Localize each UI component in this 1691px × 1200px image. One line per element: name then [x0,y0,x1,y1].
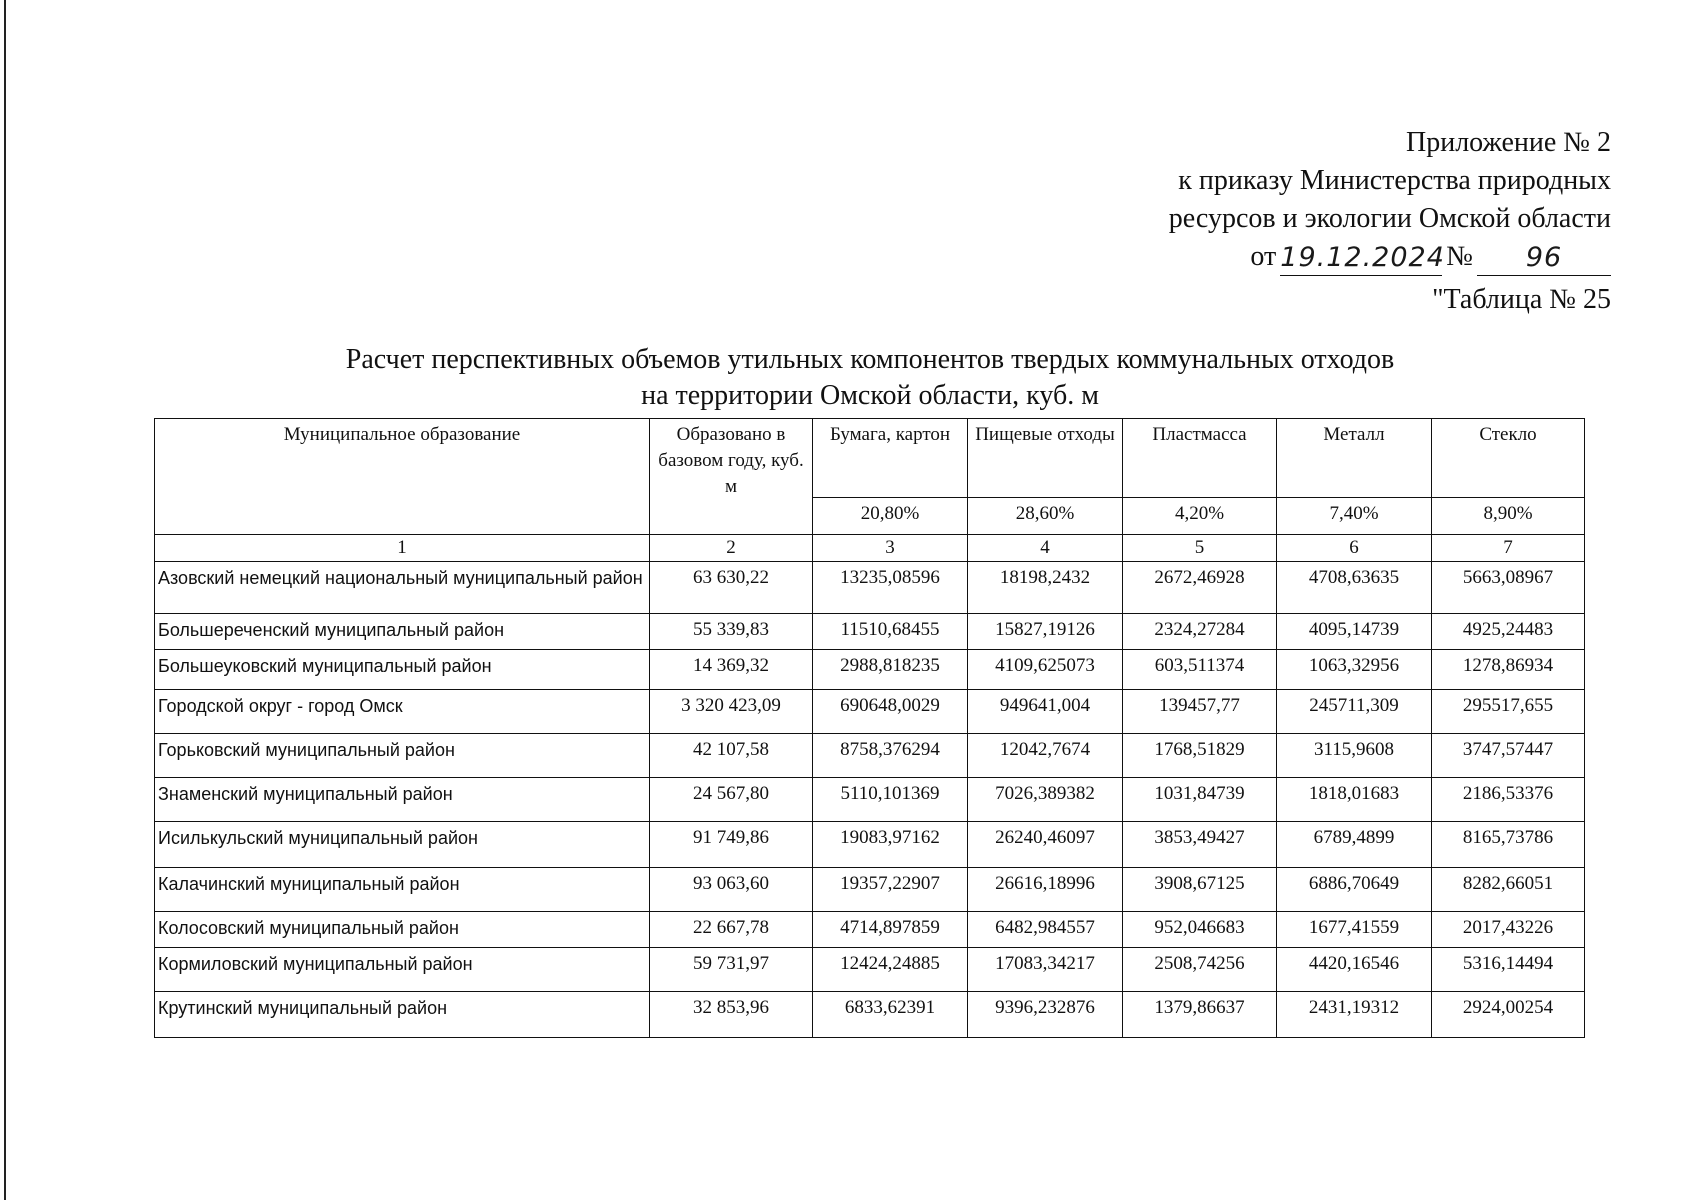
table-row [155,868,1585,912]
title-line-2: на территории Омской области, куб. м [641,380,1099,411]
scan-edge-line [4,0,6,1200]
table-row [155,734,1585,778]
date-prefix: от [1250,241,1277,272]
value-cell: 8282,66051 [1432,868,1585,912]
value-cell: 245711,309 [1277,690,1432,734]
order-number-handwritten: 96 [1477,241,1611,276]
municipality-cell: Калачинский муниципальный район [155,868,650,912]
value-cell: 17083,34217 [968,948,1123,992]
value-cell: 1818,01683 [1277,778,1432,822]
value-cell: 1031,84739 [1123,778,1277,822]
pct-metal: 7,40% [1277,498,1432,535]
value-cell: 8165,73786 [1432,822,1585,868]
header-plastic: Пластмасса [1123,419,1277,498]
table-label: "Таблица № 25 [1432,284,1611,315]
value-cell: 1768,51829 [1123,734,1277,778]
value-cell: 3 320 423,09 [650,690,813,734]
value-cell: 2431,19312 [1277,992,1432,1038]
value-cell: 4925,24483 [1432,614,1585,650]
appendix-header [1011,124,1611,276]
value-cell: 91 749,86 [650,822,813,868]
table-header-row [155,419,1585,498]
column-number-row [155,535,1585,562]
pct-paper: 20,80% [813,498,968,535]
table-body [155,562,1585,1038]
pct-food: 28,60% [968,498,1123,535]
table-row [155,992,1585,1038]
municipality-cell: Исилькульский муниципальный район [155,822,650,868]
value-cell: 949641,004 [968,690,1123,734]
table-row [155,614,1585,650]
col-number: 2 [650,535,813,562]
value-cell: 13235,08596 [813,562,968,614]
value-cell: 139457,77 [1123,690,1277,734]
value-cell: 14 369,32 [650,650,813,690]
document-title [290,342,1450,414]
value-cell: 8758,376294 [813,734,968,778]
municipality-cell: Кормиловский муниципальный район [155,948,650,992]
value-cell: 1379,86637 [1123,992,1277,1038]
value-cell: 19357,22907 [813,868,968,912]
pct-plastic: 4,20% [1123,498,1277,535]
value-cell: 4095,14739 [1277,614,1432,650]
header-food: Пищевые отходы [968,419,1123,498]
waste-components-table [154,418,1585,1038]
appendix-line-2: к приказу Министерства природных [1178,165,1611,196]
header-paper: Бумага, картон [813,419,968,498]
value-cell: 12042,7674 [968,734,1123,778]
value-cell: 18198,2432 [968,562,1123,614]
table-row [155,562,1585,614]
table-row [155,690,1585,734]
municipality-cell: Колосовский муниципальный район [155,912,650,948]
value-cell: 1677,41559 [1277,912,1432,948]
value-cell: 11510,68455 [813,614,968,650]
value-cell: 4109,625073 [968,650,1123,690]
value-cell: 5110,101369 [813,778,968,822]
table-row [155,822,1585,868]
col-number: 3 [813,535,968,562]
value-cell: 63 630,22 [650,562,813,614]
value-cell: 3115,9608 [1277,734,1432,778]
value-cell: 4714,897859 [813,912,968,948]
value-cell: 5316,14494 [1432,948,1585,992]
value-cell: 55 339,83 [650,614,813,650]
municipality-cell: Большереченский муниципальный район [155,614,650,650]
value-cell: 2924,00254 [1432,992,1585,1038]
municipality-cell: Городской округ - город Омск [155,690,650,734]
value-cell: 32 853,96 [650,992,813,1038]
table-row [155,912,1585,948]
value-cell: 12424,24885 [813,948,968,992]
value-cell: 24 567,80 [650,778,813,822]
value-cell: 26616,18996 [968,868,1123,912]
header-municipality: Муниципальное образование [155,419,650,535]
municipality-cell: Знаменский муниципальный район [155,778,650,822]
order-date-handwritten: 19.12.2024 [1280,241,1442,276]
header-glass: Стекло [1432,419,1585,498]
table-row [155,948,1585,992]
title-line-1: Расчет перспективных объемов утильных компонентов твердых коммунальных отходов [345,344,1395,375]
value-cell: 9396,232876 [968,992,1123,1038]
value-cell: 42 107,58 [650,734,813,778]
pct-glass: 8,90% [1432,498,1585,535]
value-cell: 6789,4899 [1277,822,1432,868]
value-cell: 4708,63635 [1277,562,1432,614]
value-cell: 26240,46097 [968,822,1123,868]
value-cell: 1063,32956 [1277,650,1432,690]
col-number: 5 [1123,535,1277,562]
value-cell: 22 667,78 [650,912,813,948]
value-cell: 2988,818235 [813,650,968,690]
number-prefix: № [1446,241,1473,272]
value-cell: 5663,08967 [1432,562,1585,614]
col-number: 7 [1432,535,1585,562]
value-cell: 690648,0029 [813,690,968,734]
value-cell: 6833,62391 [813,992,968,1038]
appendix-line-1: Приложение № 2 [1406,127,1611,158]
appendix-line-3: ресурсов и экологии Омской области [1168,203,1611,234]
value-cell: 1278,86934 [1432,650,1585,690]
value-cell: 4420,16546 [1277,948,1432,992]
value-cell: 3747,57447 [1432,734,1585,778]
header-metal: Металл [1277,419,1432,498]
value-cell: 6886,70649 [1277,868,1432,912]
value-cell: 2672,46928 [1123,562,1277,614]
value-cell: 19083,97162 [813,822,968,868]
municipality-cell: Крутинский муниципальный район [155,992,650,1038]
value-cell: 93 063,60 [650,868,813,912]
col-number: 1 [155,535,650,562]
order-date-number-line [1011,238,1611,276]
header-base-volume: Образовано в базовом году, куб. м [650,419,813,535]
value-cell: 2324,27284 [1123,614,1277,650]
value-cell: 7026,389382 [968,778,1123,822]
value-cell: 2508,74256 [1123,948,1277,992]
value-cell: 603,511374 [1123,650,1277,690]
table-row [155,778,1585,822]
value-cell: 3853,49427 [1123,822,1277,868]
value-cell: 6482,984557 [968,912,1123,948]
municipality-cell: Большеуковский муниципальный район [155,650,650,690]
value-cell: 295517,655 [1432,690,1585,734]
municipality-cell: Горьковский муниципальный район [155,734,650,778]
col-number: 6 [1277,535,1432,562]
table-row [155,650,1585,690]
value-cell: 59 731,97 [650,948,813,992]
value-cell: 3908,67125 [1123,868,1277,912]
municipality-cell: Азовский немецкий национальный муниципальный район [155,562,650,614]
value-cell: 2017,43226 [1432,912,1585,948]
col-number: 4 [968,535,1123,562]
value-cell: 952,046683 [1123,912,1277,948]
value-cell: 2186,53376 [1432,778,1585,822]
value-cell: 15827,19126 [968,614,1123,650]
